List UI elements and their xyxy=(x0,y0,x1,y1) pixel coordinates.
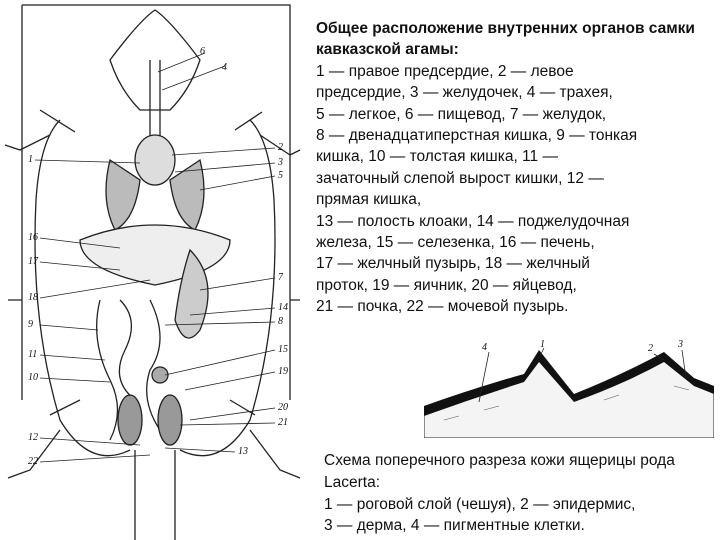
skin-label-2: 2 xyxy=(648,343,653,354)
figure-label-13: 13 xyxy=(238,446,248,457)
figure-label-11: 11 xyxy=(28,349,38,360)
caption-line: кишка, 10 — толстая кишка, 11 — xyxy=(316,148,558,166)
figure-label-6: 6 xyxy=(200,46,205,57)
caption-line: Схема поперечного разреза кожи ящерицы рода Lacerta: xyxy=(324,452,675,491)
caption-line: 17 — желчный пузырь, 18 — желчный xyxy=(316,255,590,273)
figure-label-12: 12 xyxy=(28,432,38,443)
caption-title: Общее расположение внутренних органов самки кавказской агамы: xyxy=(316,20,695,59)
caption-line: предсердие, 3 — желудочек, 4 — трахея, xyxy=(316,84,613,102)
figure-label-4: 4 xyxy=(222,62,227,73)
figure-label-17: 17 xyxy=(28,256,38,267)
figure-label-14: 14 xyxy=(278,302,288,313)
right-lung xyxy=(170,160,204,230)
skin-caption xyxy=(324,450,720,537)
body-outline xyxy=(8,5,300,400)
caption-line: железа, 15 — селезенка, 16 — печень, xyxy=(316,234,595,252)
left-lung xyxy=(106,160,140,230)
figure-label-8: 8 xyxy=(278,316,283,327)
figure-label-7: 7 xyxy=(278,272,283,283)
figure-label-5: 5 xyxy=(278,170,283,181)
caption-line: 1 — роговой слой (чешуя), 2 — эпидермис, xyxy=(324,495,636,513)
figure-label-18: 18 xyxy=(28,292,38,303)
kidney-right xyxy=(158,395,182,445)
skin-label-4: 4 xyxy=(482,342,487,353)
head-outline xyxy=(110,10,200,110)
caption-line: 3 — дерма, 4 — пигментные клетки. xyxy=(324,517,585,535)
front-left-leg xyxy=(5,135,50,150)
kidney-left xyxy=(118,395,142,445)
figure-label-21: 21 xyxy=(278,417,288,428)
caption-line: 1 — правое предсердие, 2 — левое xyxy=(316,62,574,80)
lizard-anatomy-illustration xyxy=(0,0,305,540)
figure-label-20: 20 xyxy=(278,402,288,413)
skin-label-1: 1 xyxy=(540,339,545,350)
figure-label-16: 16 xyxy=(28,232,38,243)
caption-line: проток, 19 — яичник, 20 — яйцевод, xyxy=(316,276,577,294)
liver xyxy=(80,225,230,285)
caption-line: 21 — почка, 22 — мочевой пузырь. xyxy=(316,298,569,316)
caption-line: 5 — легкое, 6 — пищевод, 7 — желудок, xyxy=(316,105,607,123)
figure-label-15: 15 xyxy=(278,344,288,355)
figure-label-9: 9 xyxy=(28,319,33,330)
caption-line: 8 — двенадцатиперстная кишка, 9 — тонкая xyxy=(316,127,638,145)
figure-label-19: 19 xyxy=(278,366,288,377)
anatomy-caption xyxy=(316,18,716,318)
figure-label-3: 3 xyxy=(278,157,283,168)
skin-label-3: 3 xyxy=(678,339,683,350)
figure-label-22: 22 xyxy=(28,456,38,467)
figure-label-2: 2 xyxy=(278,142,283,153)
heart xyxy=(135,135,175,185)
hind-right-leg xyxy=(250,430,300,478)
figure-label-1: 1 xyxy=(28,154,33,165)
caption-line: 13 — полость клоаки, 14 — поджелудочная xyxy=(316,212,630,230)
caption-line: зачаточный слепой вырост кишки, 12 — xyxy=(316,169,604,187)
caption-line: прямая кишка, xyxy=(316,191,422,209)
tail xyxy=(135,450,175,540)
skin-cross-section-illustration xyxy=(424,338,714,438)
figure-label-10: 10 xyxy=(28,372,38,383)
